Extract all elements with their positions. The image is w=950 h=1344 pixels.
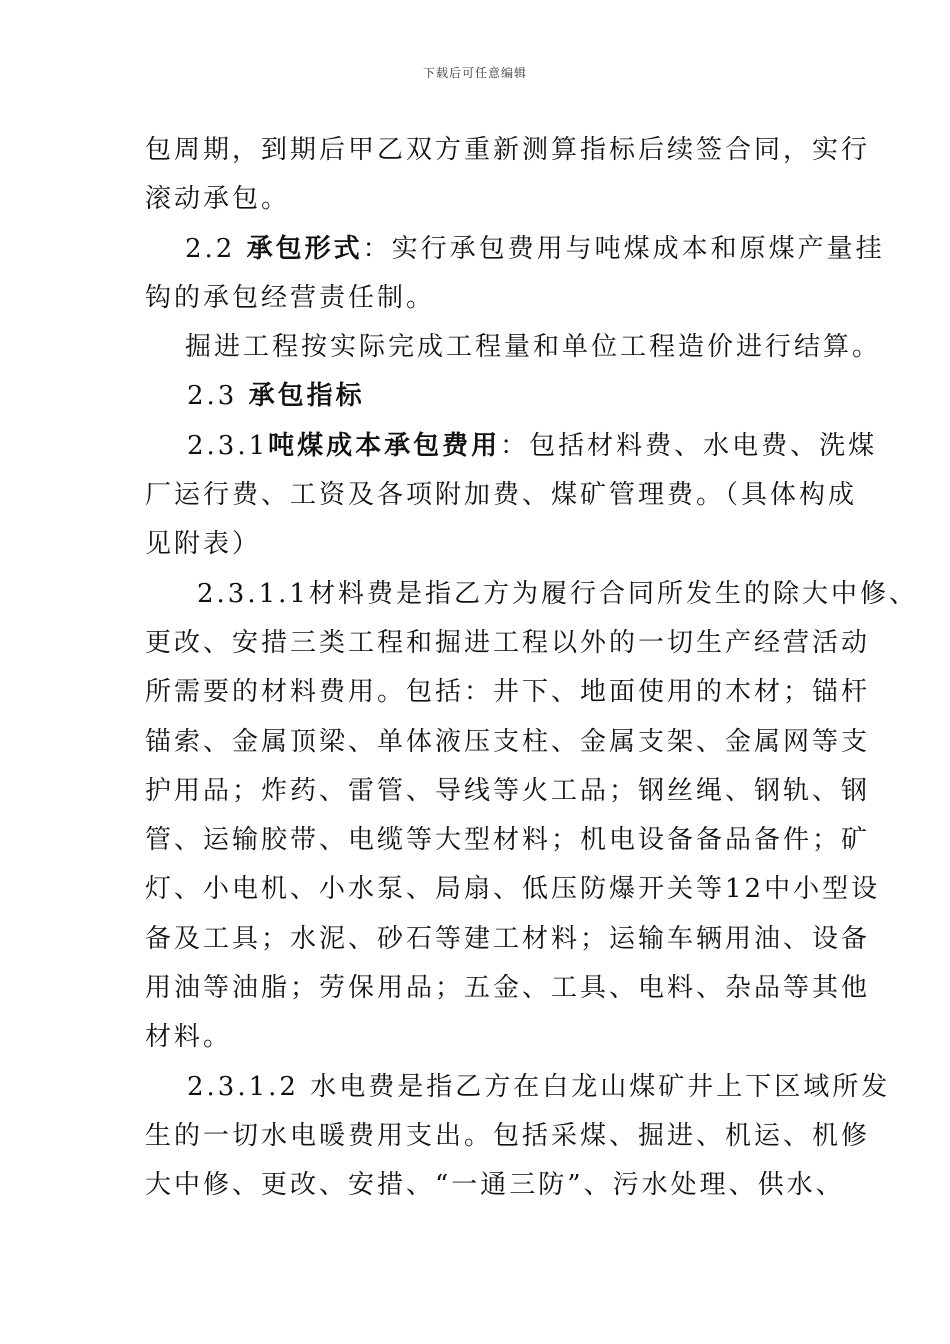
section-number: 2.3 (187, 381, 249, 412)
paragraph-line: 见附表） (145, 529, 262, 560)
section-2-3-1-line (145, 422, 878, 471)
section-heading: 承包指标 (248, 381, 365, 412)
section-2-3-1-1-line: 2.3.1.1材料费是指乙方为履行合同所发生的除大中修、 (197, 578, 918, 609)
paragraph-line: 掘进工程按实际完成工程量和单位工程造价进行结算。 (185, 332, 882, 363)
paragraph-line: 大中修、更改、安措、“一通三防”、污水处理、供水、 (145, 1170, 845, 1201)
paragraph-line: 包周期，到期后甲乙双方重新测算指标后续签合同，实行 (145, 135, 871, 165)
paragraph-line: 备及工具；水泥、砂石等建工材料；运输车辆用油、设备 (145, 923, 871, 954)
page-header: 下载后可任意编辑 (422, 66, 527, 80)
section-2-3-heading (145, 372, 815, 421)
paragraph-line: 护用品；炸药、雷管、导线等火工品；钢丝绳、钢轨、钢 (145, 775, 871, 806)
paragraph-line: 生的一切水电暖费用支出。包括采煤、掘进、机运、机修 (145, 1120, 871, 1151)
paragraph-line: 所需要的材料费用。包括：井下、地面使用的木材；锚杆 (145, 677, 871, 708)
document-body (145, 126, 918, 1211)
section-2-3-1-2-line: 2.3.1.2 水电费是指乙方在白龙山煤矿井上下区域所发 (187, 1071, 891, 1102)
paragraph-line: 用油等油脂；劳保用品；五金、工具、电料、杂品等其他 (145, 973, 871, 1004)
section-heading: 承包形式 (246, 233, 363, 264)
section-number: 2.3.1 (187, 430, 269, 461)
paragraph-line: 更改、安措三类工程和掘进工程以外的一切生产经营活动 (145, 627, 871, 658)
section-text: ：实行承包费用与吨煤成本和原煤产量挂 (362, 233, 885, 264)
section-text: ：包括材料费、水电费、洗煤 (500, 430, 878, 461)
paragraph-line: 钩的承包经营责任制。 (145, 282, 436, 313)
section-heading: 吨煤成本承包费用 (268, 430, 501, 461)
section-number: 2.2 (185, 233, 247, 264)
paragraph-line: 材料。 (145, 1022, 233, 1053)
paragraph-line: 管、运输胶带、电缆等大型材料；机电设备备品备件；矿 (145, 825, 871, 856)
paragraph-line: 灯、小电机、小水泵、局扇、低压防爆开关等12中小型设 (145, 874, 881, 905)
paragraph-line: 锚索、金属顶梁、单体液压支柱、金属支架、金属网等支 (145, 726, 871, 757)
section-2-2-line (145, 225, 885, 274)
paragraph-line: 厂运行费、工资及各项附加费、煤矿管理费。（具体构成 (145, 480, 858, 511)
paragraph-line: 滚动承包。 (145, 184, 291, 215)
